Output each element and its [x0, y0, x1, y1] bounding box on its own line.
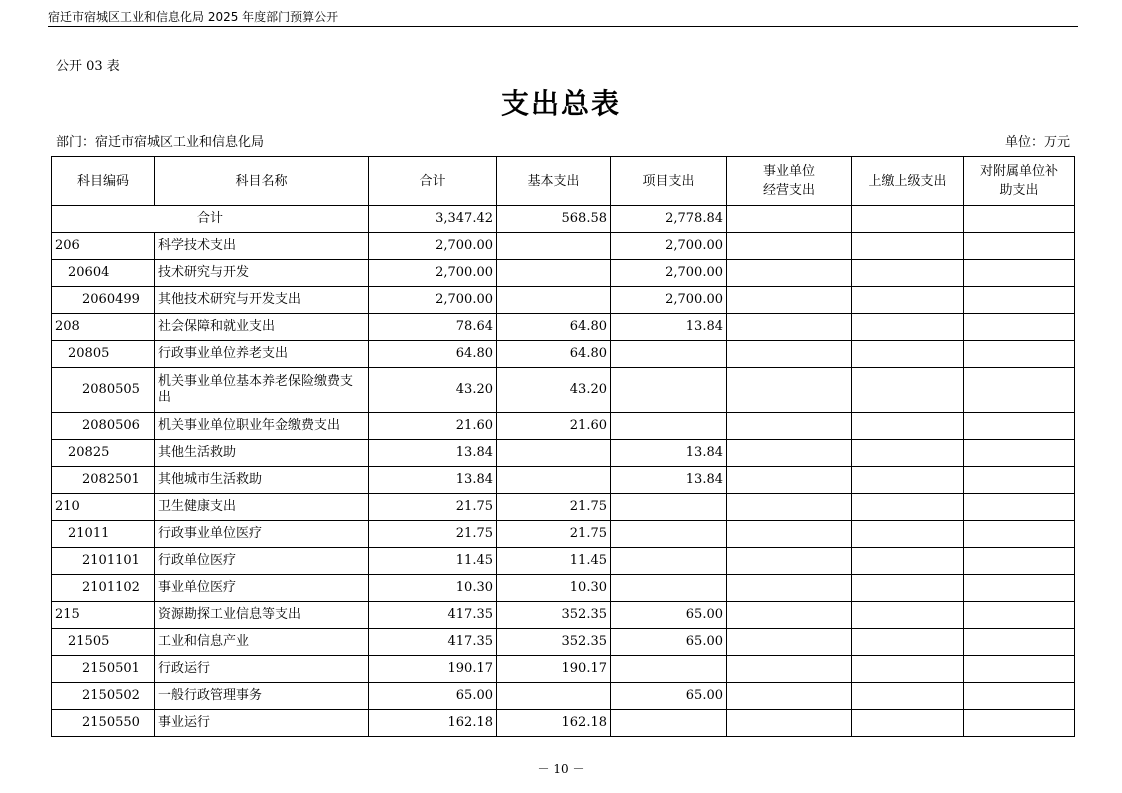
row-total: 11.45: [369, 548, 497, 575]
department-label: 部门：宿迁市宿城区工业和信息化局: [56, 135, 265, 150]
row-code: 2101102: [52, 575, 155, 602]
row-project: [611, 656, 727, 683]
row-basic: 162.18: [497, 710, 611, 737]
row-business: [727, 602, 852, 629]
row-total: 417.35: [369, 602, 497, 629]
row-code: 20604: [52, 260, 155, 287]
row-name: 机关事业单位基本养老保险缴费支出: [155, 368, 369, 413]
row-code: 21505: [52, 629, 155, 656]
row-superior: [852, 521, 964, 548]
total-label: 合计: [52, 206, 369, 233]
col-header-business: 事业单位 经营支出: [727, 157, 852, 206]
total-sum: 3,347.42: [369, 206, 497, 233]
table-row: [52, 440, 1075, 467]
table-row: [52, 341, 1075, 368]
row-project: [611, 575, 727, 602]
table-row: [52, 548, 1075, 575]
row-basic: [497, 260, 611, 287]
row-basic: [497, 233, 611, 260]
row-business: [727, 440, 852, 467]
row-business: [727, 710, 852, 737]
row-basic: 43.20: [497, 368, 611, 413]
row-code: 208: [52, 314, 155, 341]
row-business: [727, 683, 852, 710]
document-header: 宿迁市宿城区工业和信息化局 2025 年度部门预算公开: [48, 10, 339, 24]
row-subsidiary: [964, 368, 1075, 413]
row-subsidiary: [964, 548, 1075, 575]
row-superior: [852, 575, 964, 602]
row-basic: 190.17: [497, 656, 611, 683]
table-row: [52, 629, 1075, 656]
row-basic: 10.30: [497, 575, 611, 602]
row-basic: 64.80: [497, 314, 611, 341]
row-total: 10.30: [369, 575, 497, 602]
row-basic: 352.35: [497, 602, 611, 629]
row-subsidiary: [964, 440, 1075, 467]
table-number: 公开 03 表: [56, 59, 120, 74]
row-total: 2,700.00: [369, 233, 497, 260]
row-total: 43.20: [369, 368, 497, 413]
row-total: 162.18: [369, 710, 497, 737]
row-name: 其他生活救助: [155, 440, 369, 467]
row-business: [727, 575, 852, 602]
table-row: [52, 413, 1075, 440]
row-name: 事业单位医疗: [155, 575, 369, 602]
row-subsidiary: [964, 413, 1075, 440]
row-total: 417.35: [369, 629, 497, 656]
row-code: 20805: [52, 341, 155, 368]
unit-label: 单位：万元: [1004, 135, 1070, 150]
row-superior: [852, 368, 964, 413]
total-project: 2,778.84: [611, 206, 727, 233]
row-total: 2,700.00: [369, 287, 497, 314]
row-project: 2,700.00: [611, 260, 727, 287]
row-business: [727, 413, 852, 440]
row-total: 21.75: [369, 494, 497, 521]
page-title: 支出总表: [500, 87, 621, 120]
row-total: 190.17: [369, 656, 497, 683]
row-name: 一般行政管理事务: [155, 683, 369, 710]
row-business: [727, 467, 852, 494]
row-name: 资源勘探工业信息等支出: [155, 602, 369, 629]
row-project: [611, 710, 727, 737]
row-basic: 64.80: [497, 341, 611, 368]
row-total: 64.80: [369, 341, 497, 368]
row-name: 行政事业单位医疗: [155, 521, 369, 548]
col-header-project: 项目支出: [611, 157, 727, 206]
row-project: 65.00: [611, 683, 727, 710]
row-business: [727, 548, 852, 575]
header-divider: [48, 26, 1078, 27]
row-basic: [497, 683, 611, 710]
row-superior: [852, 341, 964, 368]
row-subsidiary: [964, 602, 1075, 629]
row-name: 卫生健康支出: [155, 494, 369, 521]
row-total: 65.00: [369, 683, 497, 710]
table-row: [52, 575, 1075, 602]
row-subsidiary: [964, 314, 1075, 341]
row-code: 2101101: [52, 548, 155, 575]
row-code: 2080505: [52, 368, 155, 413]
row-name: 技术研究与开发: [155, 260, 369, 287]
total-basic: 568.58: [497, 206, 611, 233]
row-project: [611, 413, 727, 440]
row-basic: [497, 440, 611, 467]
row-name: 事业运行: [155, 710, 369, 737]
table-row: [52, 656, 1075, 683]
col-header-superior: 上缴上级支出: [852, 157, 964, 206]
row-superior: [852, 440, 964, 467]
row-business: [727, 629, 852, 656]
row-basic: [497, 287, 611, 314]
table-row: [52, 710, 1075, 737]
page-number: － 10 －: [537, 762, 585, 776]
row-name: 其他城市生活救助: [155, 467, 369, 494]
row-project: [611, 494, 727, 521]
row-subsidiary: [964, 683, 1075, 710]
row-project: 13.84: [611, 314, 727, 341]
row-subsidiary: [964, 710, 1075, 737]
row-subsidiary: [964, 656, 1075, 683]
row-total: 13.84: [369, 440, 497, 467]
row-project: [611, 341, 727, 368]
row-superior: [852, 656, 964, 683]
row-code: 20825: [52, 440, 155, 467]
expenditure-table: [51, 156, 1075, 737]
col-header-total: 合计: [369, 157, 497, 206]
row-total: 13.84: [369, 467, 497, 494]
table-row: [52, 494, 1075, 521]
row-code: 2150550: [52, 710, 155, 737]
row-superior: [852, 314, 964, 341]
row-project: [611, 548, 727, 575]
row-code: 2150501: [52, 656, 155, 683]
row-project: 2,700.00: [611, 233, 727, 260]
row-business: [727, 314, 852, 341]
row-name: 工业和信息产业: [155, 629, 369, 656]
table-row: [52, 467, 1075, 494]
row-subsidiary: [964, 575, 1075, 602]
table-row: [52, 683, 1075, 710]
table-header-row: [52, 157, 1075, 206]
row-code: 215: [52, 602, 155, 629]
row-superior: [852, 683, 964, 710]
row-subsidiary: [964, 521, 1075, 548]
row-basic: 21.75: [497, 521, 611, 548]
row-name: 行政运行: [155, 656, 369, 683]
row-superior: [852, 467, 964, 494]
row-project: 13.84: [611, 440, 727, 467]
row-basic: 352.35: [497, 629, 611, 656]
table-row: [52, 233, 1075, 260]
row-code: 2080506: [52, 413, 155, 440]
row-project: 65.00: [611, 602, 727, 629]
row-code: 2082501: [52, 467, 155, 494]
row-business: [727, 341, 852, 368]
row-superior: [852, 494, 964, 521]
row-superior: [852, 260, 964, 287]
row-business: [727, 521, 852, 548]
row-superior: [852, 548, 964, 575]
row-code: 2060499: [52, 287, 155, 314]
row-project: 13.84: [611, 467, 727, 494]
table-row: [52, 287, 1075, 314]
row-project: 65.00: [611, 629, 727, 656]
row-code: 21011: [52, 521, 155, 548]
row-business: [727, 233, 852, 260]
row-name: 其他技术研究与开发支出: [155, 287, 369, 314]
row-project: [611, 521, 727, 548]
row-business: [727, 368, 852, 413]
row-subsidiary: [964, 233, 1075, 260]
row-basic: 21.60: [497, 413, 611, 440]
col-header-code: 科目编码: [52, 157, 155, 206]
row-subsidiary: [964, 629, 1075, 656]
row-name: 行政事业单位养老支出: [155, 341, 369, 368]
row-code: 210: [52, 494, 155, 521]
row-code: 2150502: [52, 683, 155, 710]
col-header-basic: 基本支出: [497, 157, 611, 206]
row-superior: [852, 629, 964, 656]
table-row: [52, 314, 1075, 341]
row-subsidiary: [964, 287, 1075, 314]
table-row: [52, 602, 1075, 629]
row-superior: [852, 233, 964, 260]
row-basic: 11.45: [497, 548, 611, 575]
row-business: [727, 260, 852, 287]
row-superior: [852, 602, 964, 629]
row-subsidiary: [964, 467, 1075, 494]
row-total: 21.60: [369, 413, 497, 440]
row-subsidiary: [964, 260, 1075, 287]
table-row: [52, 521, 1075, 548]
row-project: 2,700.00: [611, 287, 727, 314]
row-superior: [852, 413, 964, 440]
table-row: [52, 368, 1075, 413]
row-total: 2,700.00: [369, 260, 497, 287]
row-name: 科学技术支出: [155, 233, 369, 260]
row-code: 206: [52, 233, 155, 260]
row-subsidiary: [964, 494, 1075, 521]
col-header-name: 科目名称: [155, 157, 369, 206]
col-header-subsidiary: 对附属单位补 助支出: [964, 157, 1075, 206]
row-name: 机关事业单位职业年金缴费支出: [155, 413, 369, 440]
row-subsidiary: [964, 341, 1075, 368]
row-superior: [852, 287, 964, 314]
table-row: [52, 260, 1075, 287]
row-basic: 21.75: [497, 494, 611, 521]
row-basic: [497, 467, 611, 494]
row-superior: [852, 710, 964, 737]
row-total: 78.64: [369, 314, 497, 341]
row-business: [727, 494, 852, 521]
row-name: 社会保障和就业支出: [155, 314, 369, 341]
row-project: [611, 368, 727, 413]
row-total: 21.75: [369, 521, 497, 548]
row-business: [727, 656, 852, 683]
total-row: [52, 206, 1075, 233]
row-business: [727, 287, 852, 314]
row-name: 行政单位医疗: [155, 548, 369, 575]
